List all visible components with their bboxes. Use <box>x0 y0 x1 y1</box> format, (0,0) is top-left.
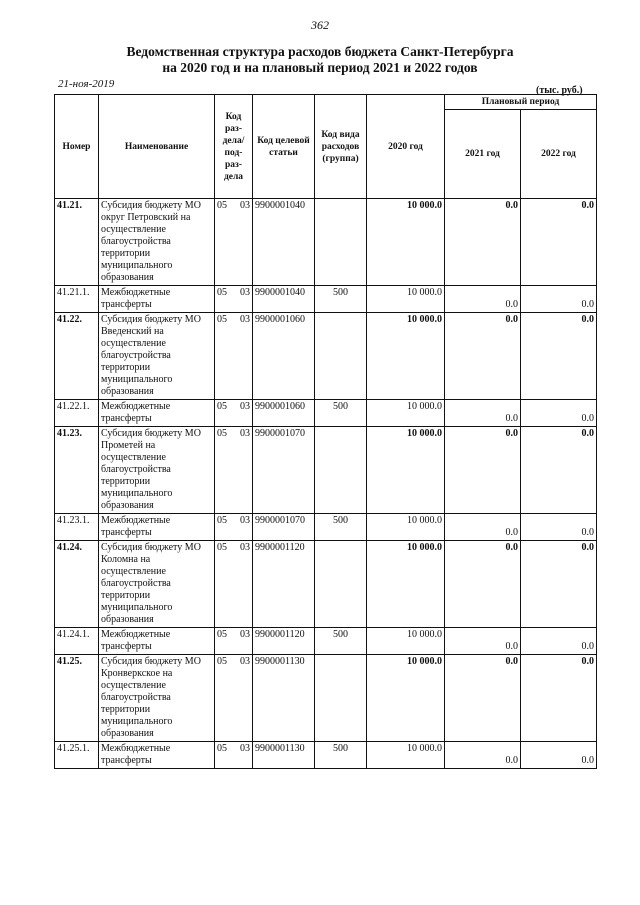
row-section-code <box>215 313 253 400</box>
row-amount-2020: 10 000.0 <box>367 742 445 769</box>
header-target-code: Код целевой статьи <box>253 95 315 199</box>
table-row <box>55 742 597 769</box>
row-section-code <box>215 427 253 514</box>
header-2022: 2022 год <box>521 110 597 199</box>
row-expense-kind <box>315 313 367 400</box>
row-amount-2021: 0.0 <box>445 400 521 427</box>
row-amount-2021: 0.0 <box>445 286 521 313</box>
row-name: Межбюджетные трансферты <box>99 742 215 769</box>
row-amount-2021: 0.0 <box>445 199 521 286</box>
table-row <box>55 313 597 400</box>
row-number: 41.22. <box>55 313 99 400</box>
row-section-code <box>215 514 253 541</box>
table-row <box>55 514 597 541</box>
row-amount-2020: 10 000.0 <box>367 199 445 286</box>
row-target-code: 9900001070 <box>253 427 315 514</box>
row-number: 41.23. <box>55 427 99 514</box>
row-number: 41.21.1. <box>55 286 99 313</box>
row-expense-kind: 500 <box>315 286 367 313</box>
row-amount-2020: 10 000.0 <box>367 541 445 628</box>
row-section-code <box>215 742 253 769</box>
row-name: Субсидия бюджету МО Прометей на осуществление благоустройства территории муниципального образования <box>99 427 215 514</box>
row-amount-2020: 10 000.0 <box>367 313 445 400</box>
row-amount-2022: 0.0 <box>521 514 597 541</box>
row-amount-2022: 0.0 <box>521 541 597 628</box>
row-name: Межбюджетные трансферты <box>99 514 215 541</box>
row-name: Субсидия бюджету МО Кронверкское на осуществление благоустройства территории муниципального образования <box>99 655 215 742</box>
row-name: Субсидия бюджету МО округ Петровский на осуществление благоустройства территории муниципального образования <box>99 199 215 286</box>
document-title <box>0 44 640 76</box>
title-line-2: на 2020 год и на плановый период 2021 и 2022 годов <box>162 60 478 75</box>
row-section-code <box>215 400 253 427</box>
row-number: 41.25. <box>55 655 99 742</box>
row-amount-2022: 0.0 <box>521 199 597 286</box>
table-row <box>55 427 597 514</box>
row-amount-2020: 10 000.0 <box>367 286 445 313</box>
row-amount-2022: 0.0 <box>521 742 597 769</box>
row-amount-2022: 0.0 <box>521 286 597 313</box>
row-target-code: 9900001040 <box>253 199 315 286</box>
row-expense-kind <box>315 541 367 628</box>
table-header <box>55 95 597 199</box>
header-expense-kind-code: Код вида расходов (группа) <box>315 95 367 199</box>
row-section: 05 <box>217 428 227 439</box>
row-subsection: 03 <box>240 629 250 640</box>
header-planned-period: Плановый период <box>445 95 597 110</box>
row-amount-2020: 10 000.0 <box>367 514 445 541</box>
row-number: 41.23.1. <box>55 514 99 541</box>
row-name: Межбюджетные трансферты <box>99 286 215 313</box>
row-name: Межбюджетные трансферты <box>99 628 215 655</box>
row-section: 05 <box>217 314 227 325</box>
row-section: 05 <box>217 656 227 667</box>
row-subsection: 03 <box>240 542 250 553</box>
row-number: 41.24.1. <box>55 628 99 655</box>
row-section: 05 <box>217 200 227 211</box>
row-amount-2022: 0.0 <box>521 400 597 427</box>
row-target-code: 9900001130 <box>253 742 315 769</box>
table-row <box>55 199 597 286</box>
row-section: 05 <box>217 287 227 298</box>
row-target-code: 9900001120 <box>253 628 315 655</box>
row-amount-2022: 0.0 <box>521 313 597 400</box>
header-2020: 2020 год <box>367 95 445 199</box>
row-amount-2021: 0.0 <box>445 541 521 628</box>
budget-table <box>54 94 597 769</box>
row-number: 41.21. <box>55 199 99 286</box>
row-section: 05 <box>217 743 227 754</box>
row-section-code <box>215 655 253 742</box>
row-expense-kind <box>315 199 367 286</box>
row-number: 41.24. <box>55 541 99 628</box>
row-subsection: 03 <box>240 515 250 526</box>
row-subsection: 03 <box>240 656 250 667</box>
row-expense-kind <box>315 427 367 514</box>
row-amount-2020: 10 000.0 <box>367 628 445 655</box>
document-date: 21-ноя-2019 <box>58 78 115 90</box>
row-name: Межбюджетные трансферты <box>99 400 215 427</box>
row-amount-2021: 0.0 <box>445 742 521 769</box>
row-amount-2022: 0.0 <box>521 655 597 742</box>
page-number: 362 <box>311 18 329 32</box>
row-amount-2022: 0.0 <box>521 427 597 514</box>
row-target-code: 9900001120 <box>253 541 315 628</box>
row-subsection: 03 <box>240 200 250 211</box>
row-section-code <box>215 199 253 286</box>
row-subsection: 03 <box>240 314 250 325</box>
title-line-1: Ведомственная структура расходов бюджета Санкт-Петербурга <box>126 44 514 59</box>
header-number: Номер <box>55 95 99 199</box>
row-number: 41.22.1. <box>55 400 99 427</box>
row-amount-2021: 0.0 <box>445 427 521 514</box>
table-row <box>55 286 597 313</box>
row-name: Субсидия бюджету МО Коломна на осуществление благоустройства территории муниципального образования <box>99 541 215 628</box>
table-row <box>55 541 597 628</box>
table-row <box>55 628 597 655</box>
row-subsection: 03 <box>240 743 250 754</box>
row-amount-2020: 10 000.0 <box>367 400 445 427</box>
row-target-code: 9900001070 <box>253 514 315 541</box>
row-expense-kind: 500 <box>315 514 367 541</box>
row-target-code: 9900001060 <box>253 400 315 427</box>
row-target-code: 9900001040 <box>253 286 315 313</box>
row-subsection: 03 <box>240 401 250 412</box>
row-expense-kind: 500 <box>315 742 367 769</box>
header-name: Наименование <box>99 95 215 199</box>
row-amount-2021: 0.0 <box>445 628 521 655</box>
row-section: 05 <box>217 629 227 640</box>
row-subsection: 03 <box>240 428 250 439</box>
row-amount-2022: 0.0 <box>521 628 597 655</box>
row-target-code: 9900001130 <box>253 655 315 742</box>
row-amount-2020: 10 000.0 <box>367 427 445 514</box>
row-name: Субсидия бюджету МО Введенский на осуществление благоустройства территории муниципального образования <box>99 313 215 400</box>
header-section-code: Код раз- дела/ под- раз- дела <box>215 95 253 199</box>
row-section-code <box>215 628 253 655</box>
row-expense-kind <box>315 655 367 742</box>
row-section-code <box>215 286 253 313</box>
row-amount-2021: 0.0 <box>445 655 521 742</box>
units-label: (тыс. руб.) <box>536 85 583 96</box>
table-row <box>55 400 597 427</box>
row-amount-2021: 0.0 <box>445 313 521 400</box>
row-amount-2021: 0.0 <box>445 514 521 541</box>
row-amount-2020: 10 000.0 <box>367 655 445 742</box>
row-expense-kind: 500 <box>315 400 367 427</box>
table-body <box>55 199 597 769</box>
row-expense-kind: 500 <box>315 628 367 655</box>
row-section: 05 <box>217 515 227 526</box>
row-section-code <box>215 541 253 628</box>
table-row <box>55 655 597 742</box>
row-section: 05 <box>217 542 227 553</box>
row-target-code: 9900001060 <box>253 313 315 400</box>
header-2021: 2021 год <box>445 110 521 199</box>
row-section: 05 <box>217 401 227 412</box>
row-number: 41.25.1. <box>55 742 99 769</box>
row-subsection: 03 <box>240 287 250 298</box>
